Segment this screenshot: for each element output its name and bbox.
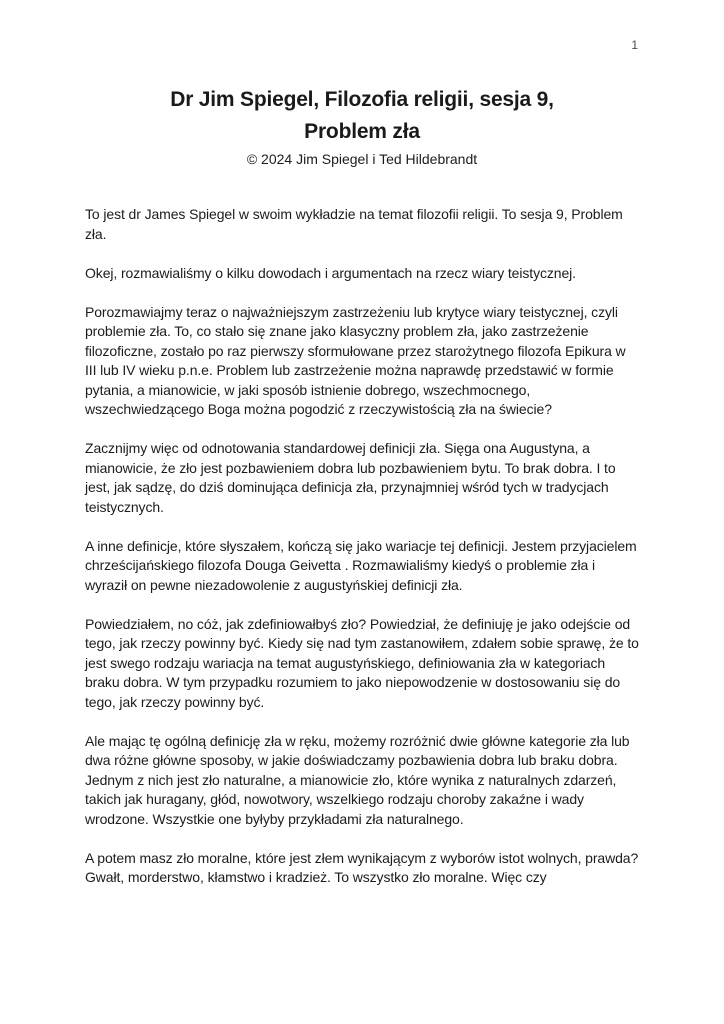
paragraph-recap: Okej, rozmawialiśmy o kilku dowodach i argumentach na rzecz wiary teistycznej.: [85, 264, 576, 281]
paragraph-moral-evil: A potem masz zło moralne, które jest złem wynikającym z wyborów istot wolnych, prawda? Gwałt, morderstwo, kłamstwo i kradzież. To wszystko zło moralne. Więc czy: [85, 849, 639, 885]
paragraph-natural-evil: Ale mając tę ogólną definicję zła w ręku, możemy rozróżnić dwie główne kategorie zła lub dwa różne główne sposoby, w jakie doświadczamy pozbawienia dobra lub braku dobra. Jednym z nich jest zło naturalne, a mianowicie zło, które wynika z naturalnych zdarzeń, takich jak huragany, głód, nowotwory, wszelkiego rodzaju choroby zakaźne i wady wrodzone. Wszystkie one byłyby przykładami zła naturalnego.: [85, 732, 630, 827]
paragraph-intro: To jest dr James Spiegel w swoim wykładzie na temat filozofii religii. To sesja 9, Problem zła.: [85, 206, 623, 242]
document-body: [85, 205, 639, 888]
paragraph-definition-of-evil: Zacznijmy więc od odnotowania standardowej definicji zła. Sięga ona Augustyna, a mianowicie, że zło jest pozbawieniem dobra lub pozbawieniem bytu. To brak dobra. I to jest, jak sądzę, do dziś dominująca definicja zła, przynajmniej wśród tych w tradycjach teistycznych.: [85, 440, 616, 515]
title-line-2: Problem zła: [304, 120, 420, 143]
paragraph-problem-of-evil: Porozmawiajmy teraz o najważniejszym zastrzeżeniu lub krytyce wiary teistycznej, czyli problemie zła. To, co stało się znane jako klasyczny problem zła, jako zastrzeżenie filozoficzne, zostało po raz pierwszy sformułowane przez starożytnego filozofa Epikura w III lub IV wieku p.n.e. Problem lub zastrzeżenie można naprawdę przedstawić w formie pytania, a mianowicie, w jaki sposób istnienie dobrego, wszechmocnego, wszechwiedzącego Boga można pogodzić z rzeczywistością zła na świecie?: [85, 303, 626, 417]
copyright-line: © 2024 Jim Spiegel i Ted Hildebrandt: [246, 151, 478, 167]
title-line-1: Dr Jim Spiegel, Filozofia religii, sesja 9,: [170, 88, 554, 111]
paragraph-other-definitions: A inne definicje, które słyszałem, kończą się jako wariacje tej definicji. Jestem przyjacielem chrześcijańskiego filozofa Douga Geivetta . Rozmawialiśmy kiedyś o problemie zła i wyraził on pewne niezadowolenie z augustyńskiej definicji zła.: [85, 537, 637, 593]
document-header: [0, 0, 724, 169]
document-title: [0, 84, 724, 148]
paragraph-geivett-definition: Powiedziałem, no cóż, jak zdefiniowałbyś zło? Powiedział, że definiuję je jako odejście od tego, jak rzeczy powinny być. Kiedy się nad tym zastanowiłem, zdałem sobie sprawę, że to jest swego rodzaju wariacja na temat augustyńskiego, definiowania zła w kategoriach braku dobra. W tym przypadku rozumiem to jako niepowodzenie w dostosowaniu się do tego, jak rzeczy powinny być.: [85, 615, 639, 710]
page-number: 1: [631, 38, 638, 52]
